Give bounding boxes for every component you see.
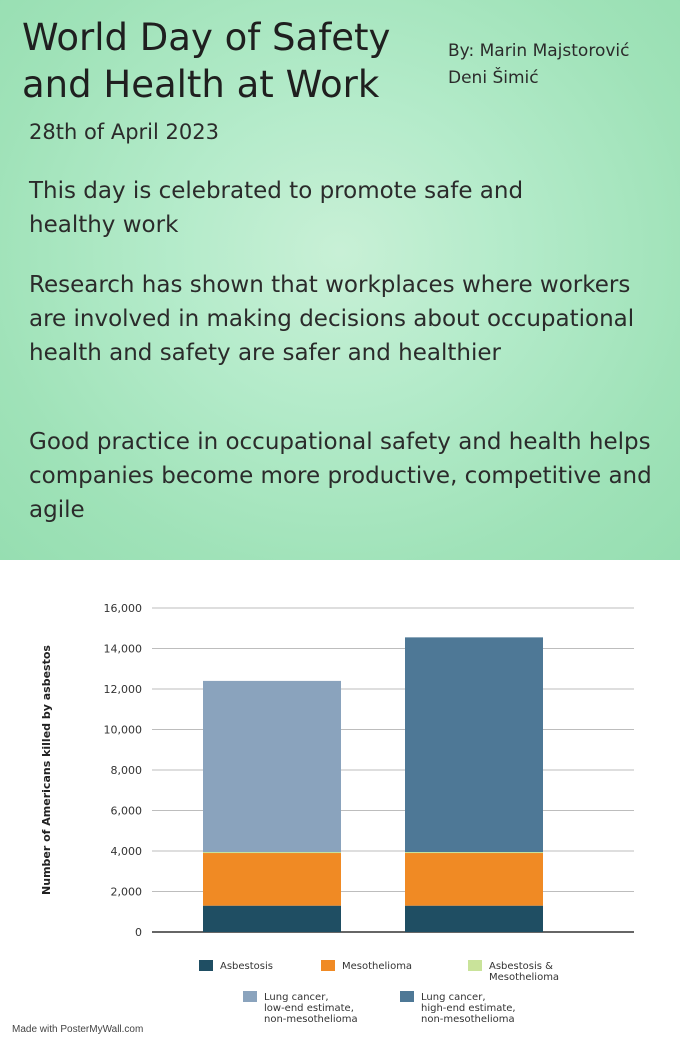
y-tick-label: 14,000: [103, 642, 142, 656]
legend-label: Mesothelioma: [489, 972, 560, 983]
y-tick-label: 6,000: [110, 804, 142, 818]
poster-title: World Day of Safety and Health at Work: [22, 16, 391, 106]
bar-segment-asbestosis: [203, 906, 341, 932]
y-tick-label: 10,000: [103, 723, 142, 737]
y-tick-label: 0: [135, 926, 142, 939]
legend-label: non-mesothelioma: [264, 1014, 358, 1025]
bar-segment-asbestosis: [405, 906, 543, 932]
y-tick-label: 8,000: [110, 764, 142, 777]
bar-segment-mesothelioma: [203, 853, 341, 906]
legend-item: [243, 991, 358, 1025]
legend-label: Asbestosis &: [489, 961, 553, 972]
legend-label: high-end estimate,: [421, 1003, 516, 1014]
footer-credit: Made with PosterMyWall.com: [12, 1024, 144, 1035]
bar-segment-lung-cancer-low-end-estimate-non-mesothelioma: [203, 681, 341, 852]
legend-item: [199, 960, 273, 972]
paragraph-purpose: This day is celebrated to promote safe and healthy work: [29, 178, 524, 238]
legend-swatch: [400, 991, 414, 1002]
legend-swatch: [321, 960, 335, 971]
event-date: 28th of April 2023: [29, 120, 219, 144]
bar-segment-asbestosis-mesothelioma: [203, 852, 341, 853]
legend-swatch: [199, 960, 213, 971]
legend-label: Lung cancer,: [264, 992, 329, 1003]
y-tick-label: 16,000: [103, 602, 142, 615]
legend-swatch: [468, 960, 482, 971]
legend-label: non-mesothelioma: [421, 1014, 515, 1025]
y-tick-label: 4,000: [110, 845, 142, 858]
chart-container: [0, 560, 680, 1050]
bar-segment-mesothelioma: [405, 853, 543, 906]
legend-item: [400, 991, 516, 1025]
y-axis-label: Number of Americans killed by asbestos: [40, 645, 53, 895]
poster-authors: By: Marin Majstorović Deni Šimić: [448, 41, 630, 88]
legend-label: low-end estimate,: [264, 1003, 354, 1014]
bar-segment-asbestosis-mesothelioma: [405, 852, 543, 853]
legend-swatch: [243, 991, 257, 1002]
legend-label: Asbestosis: [220, 961, 273, 972]
paragraph-good-practice: Good practice in occupational safety and health helps companies become more productive, competitive and agile: [29, 429, 652, 523]
y-tick-label: 2,000: [110, 885, 142, 899]
legend-label: Lung cancer,: [421, 992, 486, 1003]
asbestos-deaths-chart: [0, 560, 680, 1050]
legend-item: [321, 960, 412, 972]
legend-item: [468, 960, 559, 983]
paragraph-research: Research has shown that workplaces where workers are involved in making decisions about occupational health and safety are safer and healthier: [29, 272, 635, 366]
legend-label: Mesothelioma: [342, 961, 413, 972]
bar-segment-lung-cancer-high-end-estimate-non-mesothelioma: [405, 637, 543, 852]
y-tick-label: 12,000: [103, 683, 142, 696]
